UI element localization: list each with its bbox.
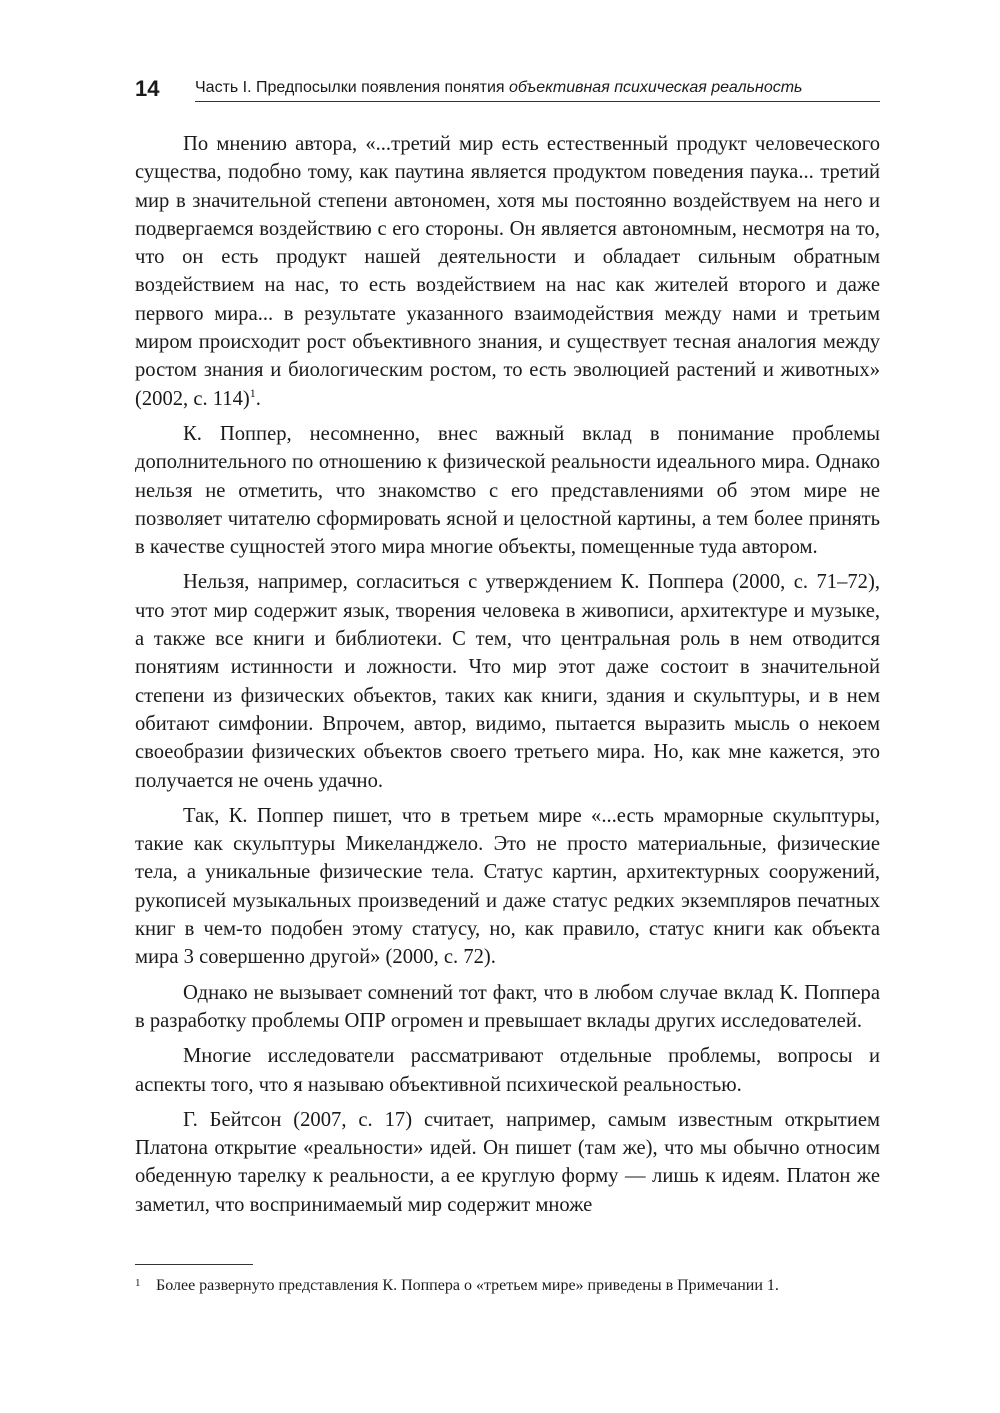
part-title: Часть I. Предпосылки появления понятия xyxy=(195,79,509,96)
footnote-mark: 1 xyxy=(135,1277,141,1289)
page-number: 14 xyxy=(135,76,160,101)
paragraph: Многие исследователи рассматривают отдельные проблемы, вопросы и аспекты того, что я называю объективной психической реальностью. xyxy=(135,1045,880,1096)
footnote-rule xyxy=(135,1264,253,1265)
header-rule xyxy=(195,101,880,102)
part-title-italic: объективная психическая реальность xyxy=(508,79,803,96)
footnote xyxy=(135,1276,880,1296)
paragraph: Нельзя, например, согласиться с утверждением К. Поппера (2000, с. 71–72), что этот мир содержит язык, творения человека в живописи, архитектуре и музыке, а также все книги и библиотеки. С тем, что центральная роль в нем отводится понятиям истинности и ложности. Что мир этот даже состоит в значительной степени из физических объектов, таких как книги, здания и скульптуры, и в нем обитают симфонии. Впрочем, автор, видимо, пытается выразить мысль о некоем своеобразии физических объектов своего третьего мира. Но, как мне кажется, это получается не очень удачно. xyxy=(135,571,880,792)
paragraph-text: По мнению автора, «...третий мир есть естественный продукт человеческого существа, подобно тому, как паутина является продуктом поведения паука... третий мир в значительной степени автономен, хотя мы постоянно воздействуем на него и подвергаемся воздействию с его стороны. Он является автономным, несмотря на то, что он есть продукт нашей деятельности и обладает сильным обратным воздействием на нас, то есть воздействием на нас как жителей второго и даже первого мира... в результате указанного взаимодействия между нами и третьим миром происходит рост объективного знания, и существует тесная аналогия между ростом знания и биологическим ростом, то есть эволюцией растений и животных» (2002, с. 114) xyxy=(135,133,880,410)
paragraph: Г. Бейтсон (2007, с. 17) считает, например, самым известным открытием Платона открытие «реальности» идей. Он пишет (там же), что мы обычно относим обеденную тарелку к реальности, а ее круглую форму — лишь к идеям. Платон же заметил, что воспринимаемый мир содержит множе xyxy=(135,1108,880,1216)
paragraph: Однако не вызывает сомнений тот факт, что в любом случае вклад К. Поппера в разработку проблемы ОПР огромен и превышает вклады других исследователей. xyxy=(135,981,880,1032)
footnote-reference[interactable]: 1 xyxy=(249,385,256,400)
footnote-text: Более развернуто представления К. Поппера о «третьем мире» приведены в Примечании 1. xyxy=(156,1277,779,1294)
paragraph: По мнению автора, «...третий мир есть естественный продукт человеческого существа, подобно тому, как паутина является продуктом поведения паука... третий мир в значительной степени автономен, хотя мы постоянно воздействуем на него и подвергаемся воздействию с его стороны. Он является автономным, несмотря на то, что он есть продукт нашей деятельности и обладает сильным обратным воздействием на нас, то есть воздействием на нас как жителей второго и даже первого мира... в результате указанного взаимодействия между нами и третьим миром происходит рост объективного знания, и существует тесная аналогия между ростом знания и биологическим ростом, то есть эволюцией растений и животных» (2002, с. 114)$^1$. xyxy=(135,133,880,410)
paragraph: К. Поппер, несомненно, внес важный вклад в понимание проблемы дополнительного по отношению к физической реальности идеального мира. Однако нельзя не отметить, что знакомство с его представлениями об этом мире не позволяет читателю сформировать ясной и целостной картины, а тем более принять в качестве сущностей этого мира многие объекты, помещенные туда автором. xyxy=(135,422,880,559)
paragraph: Так, К. Поппер пишет, что в третьем мире «...есть мраморные скульптуры, такие как скульптуры Микеланджело. Это не просто материальные, физические тела, а уникальные физические тела. Статус картин, архитектурных сооружений, рукописей музыкальных произведений и даже статус редких экземпляров печатных книг в чем-то подобен этому статусу, но, как правило, статус книги как объекта мира 3 совершенно другой» (2000, с. 72). xyxy=(135,804,880,969)
running-header-title xyxy=(195,78,802,98)
running-header xyxy=(135,74,880,104)
body-text xyxy=(135,130,880,1226)
